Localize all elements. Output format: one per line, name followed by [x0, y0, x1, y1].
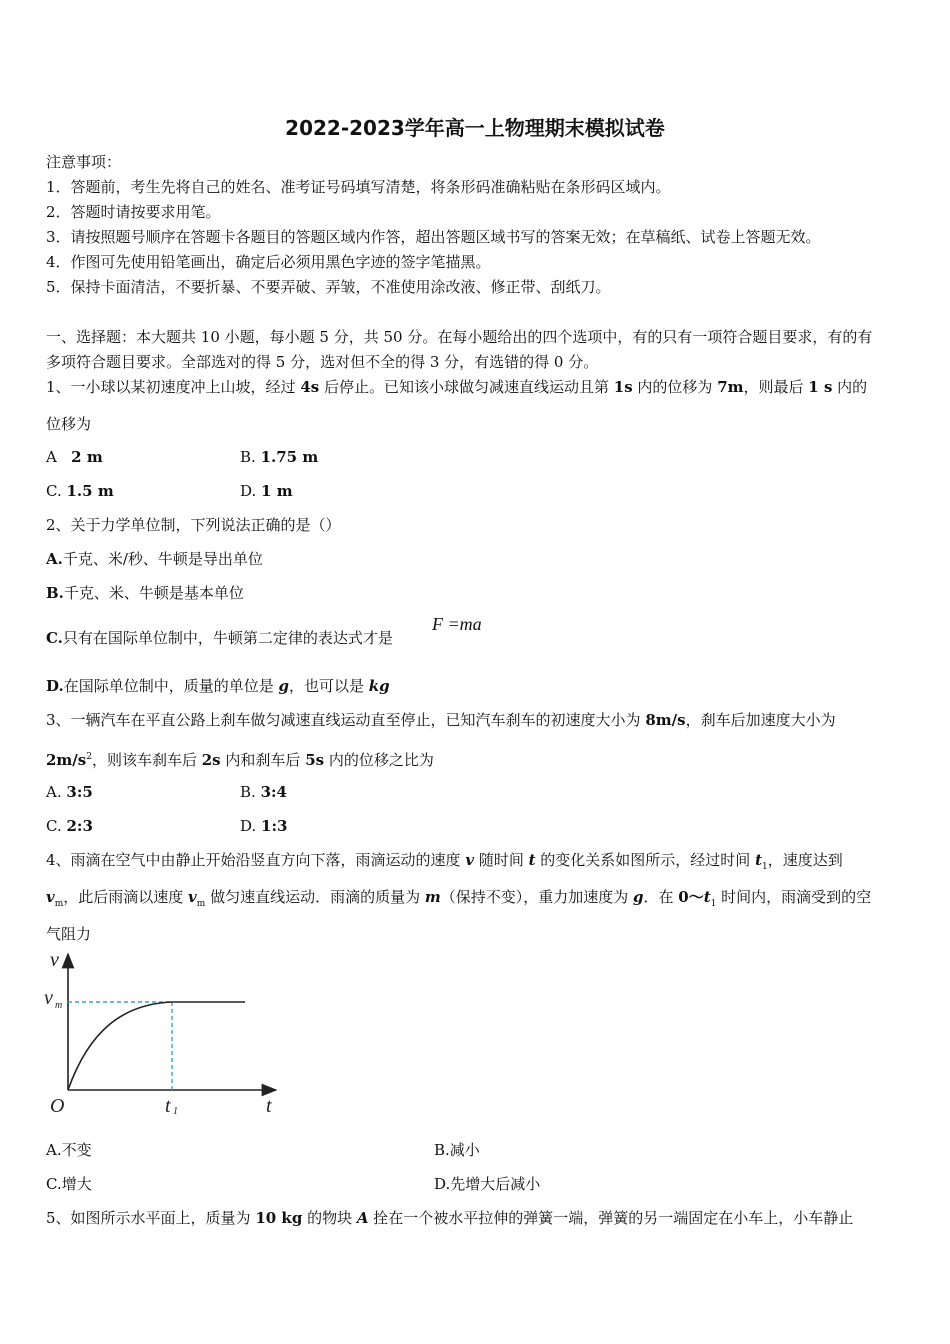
q1-option-b: B. 1.75 m — [240, 448, 319, 466]
t1-label: t — [165, 1095, 171, 1117]
page-title: 2022-2023学年高一上物理期末模拟试卷 — [285, 116, 665, 140]
vm-subscript: m — [55, 1000, 63, 1011]
q3-option-c: C. 2:3 — [46, 817, 93, 835]
section-instructions-line-2: 多项符合题目要求。全部选对的得 5 分，选对但不全的得 3 分，有选错的得 0 分。 — [46, 353, 599, 371]
notice-item-3: 3．请按照题号顺序在答题卡各题目的答题区域内作答，超出答题区域书写的答案无效；在草稿纸、试卷上答题无效。 — [46, 228, 821, 246]
notice-item-4: 4．作图可先使用铅笔画出，确定后必须用黑色字迹的签字笔描黑。 — [46, 253, 491, 271]
notice-heading: 注意事项： — [46, 153, 122, 171]
question-3-stem-cont: $2m/s^2$，则该车刹车后 2s 内和刹车后 5s 内的位移之比为 — [46, 751, 434, 769]
section-instructions-line-1: 一、选择题：本大题共 10 小题，每小题 5 分，共 50 分。在每小题给出的四个选项中，有的只有一项符合题目要求，有的有 — [46, 328, 873, 346]
t-axis-label: t — [266, 1095, 272, 1117]
question-1-stem-cont: 位移为 — [46, 415, 92, 433]
vm-label: v — [44, 987, 53, 1009]
q1-option-d: D. 1 m — [240, 482, 293, 500]
q4-option-b: B.减小 — [434, 1141, 480, 1159]
q2-option-d: D.在国际单位制中，质量的单位是 g，也可以是 kg — [46, 677, 390, 695]
v-axis-label: v — [50, 949, 59, 971]
q3-option-b: B. 3:4 — [240, 783, 287, 801]
notice-item-5: 5．保持卡面清洁，不要折暴、不要弄破、弄皱，不准使用涂改液、修正带、刮纸刀。 — [46, 278, 611, 296]
notice-item-1: 1．答题前，考生先将自己的姓名、准考证号码填写清楚，将条形码准确粘贴在条形码区域内。 — [46, 178, 671, 196]
origin-label: O — [50, 1095, 65, 1117]
t1-subscript: 1 — [173, 1106, 178, 1117]
newton-second-law-formula: F =ma — [432, 614, 482, 634]
question-2-stem: 2、关于力学单位制，下列说法正确的是（） — [46, 516, 341, 534]
question-4-stem-end: 气阻力 — [46, 925, 92, 943]
question-1-stem: 1、一小球以某初速度冲上山坡，经过 4s 后停止。已知该小球做匀减速直线运动且第 1s 内的位移为 7m，则最后 1 s 内的 — [46, 378, 868, 396]
question-3-stem: 3、一辆汽车在平直公路上刹车做匀减速直线运动直至停止，已知汽车刹车的初速度大小为 8m/s，刹车后加速度大小为 — [46, 711, 836, 729]
q1-option-c: C. 1.5 m — [46, 482, 114, 500]
velocity-curve — [68, 1002, 172, 1090]
q2-option-b: B.千克、米、牛顿是基本单位 — [46, 584, 244, 602]
question-5-stem: 5、如图所示水平面上，质量为 10 kg 的物块 A 拴在一个被水平拉伸的弹簧一端，弹簧的另一端固定在小车上，小车静止 — [46, 1209, 854, 1227]
q2-option-c: C.只有在国际单位制中，牛顿第二定律的表达式才是 — [46, 629, 393, 647]
q4-option-d: D.先增大后减小 — [434, 1175, 541, 1193]
q3-option-d: D. 1:3 — [240, 817, 288, 835]
q3-option-a: A. 3:5 — [46, 783, 93, 801]
q2-option-a: A.千克、米/秒、牛顿是导出单位 — [46, 550, 263, 568]
question-4-stem-cont: $v_m$，此后雨滴以速度 $v_m$ 做匀速直线运动．雨滴的质量为 m（保持不变），重力加速度为 g．在 $0\sim t_1$ 时间内，雨滴受到的空 — [46, 888, 872, 909]
question-4-stem: 4、雨滴在空气中由静止开始沿竖直方向下落，雨滴运动的速度 v 随时间 t 的变化关系如图所示，经过时间 $t_1$，速度达到 — [46, 851, 843, 872]
q4-option-c: C.增大 — [46, 1175, 92, 1193]
q1-option-a: A 2 m — [46, 448, 103, 466]
q4-option-a: A.不变 — [46, 1141, 92, 1159]
velocity-time-graph — [40, 948, 290, 1124]
notice-item-2: 2．答题时请按要求用笔。 — [46, 203, 221, 221]
